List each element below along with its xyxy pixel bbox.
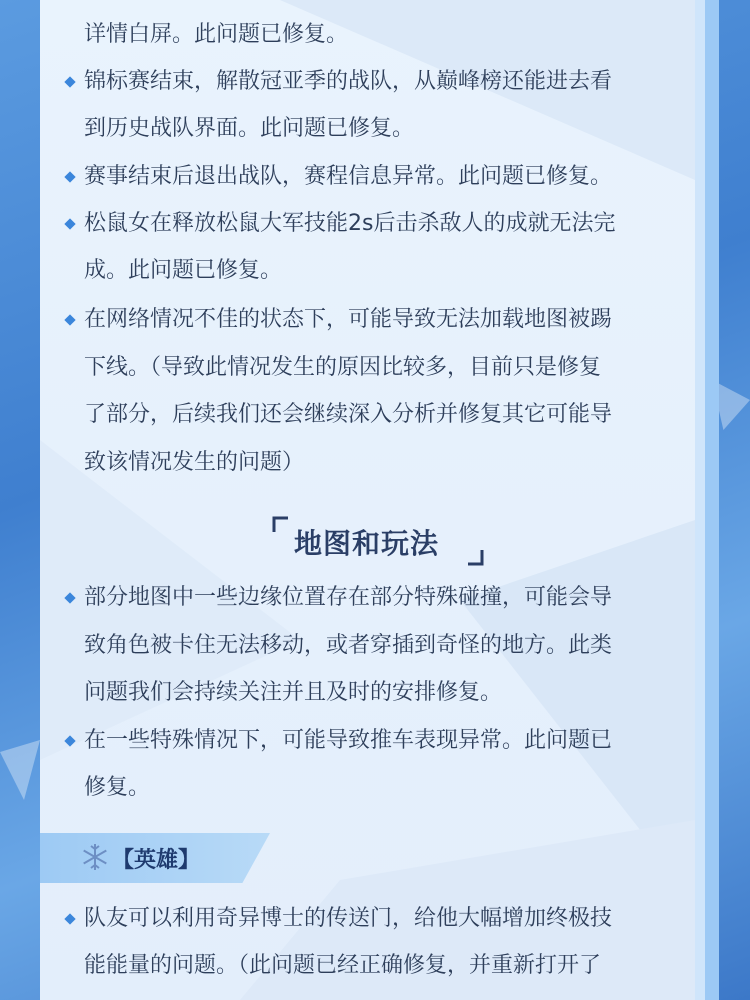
panel-edge (695, 0, 705, 1000)
note-line: 问题我们会持续关注并且及时的安排修复。 (84, 680, 503, 705)
background-shard (0, 740, 40, 800)
section-title-map: 地图和玩法 (294, 527, 440, 560)
note-line: 松鼠女在释放松鼠大军技能2s后击杀敌人的成就无法完 (84, 211, 616, 236)
note-line: 下线。（导致此情况发生的原因比较多，目前只是修复 (84, 355, 602, 380)
note-line: 到历史战队界面。此问题已修复。 (84, 116, 415, 141)
note-line: 赛事结束后退出战队，赛程信息异常。此问题已修复。 (84, 164, 613, 189)
bracket-bottom-right-icon (466, 548, 484, 566)
note-line: 了部分，后续我们还会继续深入分析并修复其它可能导 (84, 402, 613, 427)
note-line: 致该情况发生的问题） (84, 450, 305, 475)
note-line: 致角色被卡住无法移动，或者穿插到奇怪的地方。此类 (84, 633, 613, 658)
patch-notes-panel (40, 0, 695, 1000)
bracket-top-left-icon (272, 516, 290, 534)
note-line: 成。此问题已修复。 (84, 258, 283, 283)
note-line: 在网络情况不佳的状态下，可能导致无法加载地图被踢 (84, 307, 613, 332)
note-line: 详情白屏。此问题已修复。 (84, 22, 349, 47)
note-line: 队友可以利用奇异博士的传送门，给他大幅增加终极技 (84, 906, 613, 931)
snowflake-icon (80, 842, 110, 872)
panel-edge-outer (705, 0, 719, 1000)
note-line: 锦标赛结束，解散冠亚季的战队，从巅峰榜还能进去看 (84, 69, 613, 94)
note-line: 在一些特殊情况下，可能导致推车表现异常。此问题已 (84, 728, 613, 753)
note-line: 修复。 (84, 775, 151, 800)
hero-section-label: 【英雄】 (112, 848, 201, 873)
note-line: 部分地图中一些边缘位置存在部分特殊碰撞，可能会导 (84, 585, 613, 610)
note-line: 能能量的问题。（此问题已经正确修复，并重新打开了 (84, 953, 602, 978)
